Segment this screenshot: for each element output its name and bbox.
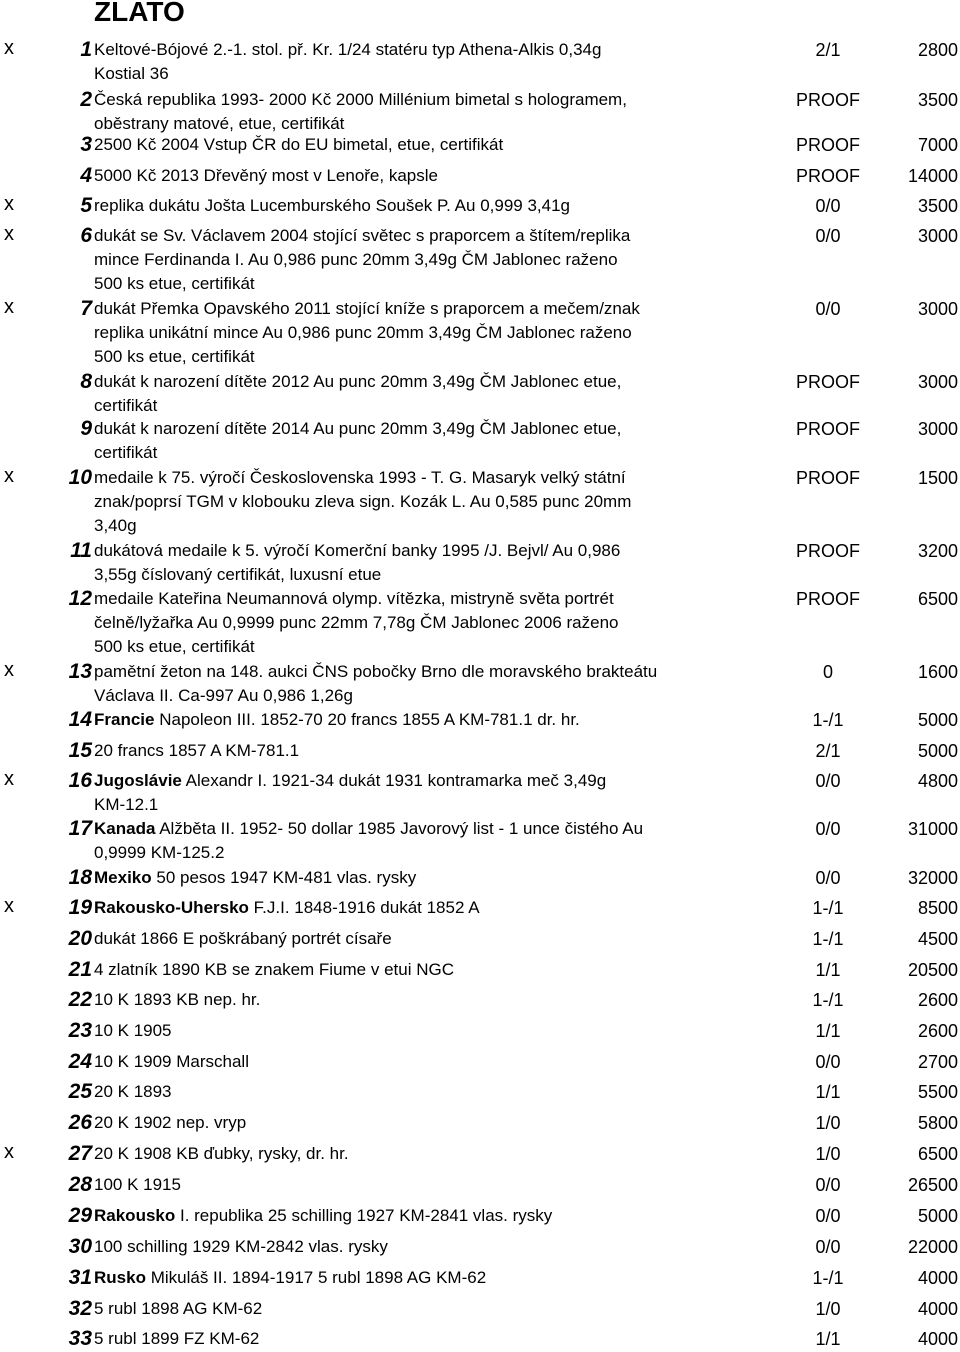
lot-mark: x: [4, 193, 14, 215]
lot-text: Alžběta II. 1952- 50 dollar 1985 Javorový list - 1 unce čistého Au 0,9999 KM-125.2: [94, 819, 644, 862]
lot-price: 5000: [917, 1206, 958, 1226]
lot-description: [94, 988, 784, 1012]
lot-grade: 1-/1: [812, 710, 844, 730]
lot-description: [94, 1080, 784, 1104]
lot-description: [94, 297, 784, 369]
lot-grade: PROOF: [795, 135, 860, 155]
lot-number: 22: [68, 988, 92, 1011]
lot-text: 2500 Kč 2004 Vstup ČR do EU bimetal, etue, certifikát: [94, 135, 504, 154]
lot-text: dukát k narození dítěte 2014 Au punc 20mm 3,49g ČM Jablonec etue, certifikát: [94, 419, 622, 462]
lot-mark: x: [4, 223, 14, 245]
lot-number: 25: [68, 1080, 92, 1103]
lot-description: [94, 38, 784, 86]
lot-number: 19: [68, 896, 92, 919]
lot-text: Mikuláš II. 1894-1917 5 rubl 1898 AG KM-62: [145, 1268, 487, 1287]
lot-text: 50 pesos 1947 KM-481 vlas. rysky: [151, 868, 417, 887]
lot-number: 9: [80, 417, 92, 440]
lot-mark: x: [4, 296, 14, 318]
lot-grade: 1-/1: [812, 990, 844, 1010]
lot-country: Jugoslávie: [94, 771, 182, 790]
lot-text: 20 K 1893: [94, 1082, 172, 1101]
lot-price: 14000: [907, 166, 958, 186]
lot-grade: 1/0: [815, 1144, 841, 1164]
lot-description: [94, 539, 784, 587]
lot-price: 3500: [917, 90, 958, 110]
lot-price: 4000: [917, 1268, 958, 1288]
lot-country: Rusko: [94, 1268, 146, 1287]
lot-price: 4000: [917, 1329, 958, 1349]
lot-description: [94, 927, 784, 951]
lot-description: [94, 708, 784, 732]
lot-grade: PROOF: [795, 90, 860, 110]
lot-grade: 1/0: [815, 1113, 841, 1133]
lot-number: 28: [68, 1173, 92, 1196]
lot-number: 26: [68, 1111, 92, 1134]
lot-number: 12: [68, 587, 92, 610]
lot-text: 20 K 1902 nep. vryp: [94, 1113, 247, 1132]
lot-description: [94, 1266, 784, 1290]
lot-price: 26500: [907, 1175, 958, 1195]
lot-number: 7: [80, 297, 92, 320]
lot-text: 5000 Kč 2013 Dřevěný most v Lenoře, kapsle: [94, 166, 438, 185]
lot-grade: PROOF: [795, 541, 860, 561]
lot-country: Francie: [94, 710, 155, 729]
lot-grade: 1/0: [815, 1299, 841, 1319]
lot-text: medaile Kateřina Neumannová olymp. vítězka, mistryně světa portrét čelně/lyžařka Au 0,9999 punc 22mm 7,78g ČM Jablonec 2006 raženo 500 ks etue, certifikát: [94, 589, 619, 656]
lot-description: [94, 466, 784, 538]
lot-price: 4800: [917, 771, 958, 791]
lot-description: [94, 1019, 784, 1043]
lot-text: I. republika 25 schilling 1927 KM-2841 vlas. rysky: [175, 1206, 553, 1225]
lot-number: 14: [68, 708, 92, 731]
lot-number: 31: [68, 1266, 92, 1289]
lot-description: [94, 1327, 784, 1351]
lot-grade: 1/1: [815, 960, 841, 980]
lot-text: 20 francs 1857 A KM-781.1: [94, 741, 300, 760]
lot-price: 3500: [917, 196, 958, 216]
lot-number: 15: [68, 739, 92, 762]
lot-number: 4: [80, 164, 92, 187]
lot-text: Alexandr I. 1921-34 dukát 1931 kontramarka meč 3,49g KM-12.1: [94, 771, 607, 814]
lot-number: 10: [68, 466, 92, 489]
lot-description: [94, 164, 784, 188]
lot-grade: PROOF: [795, 372, 860, 392]
lot-description: [94, 1297, 784, 1321]
lot-text: 10 K 1909 Marschall: [94, 1052, 249, 1071]
lot-grade: 1-/1: [812, 1268, 844, 1288]
lot-grade: 1-/1: [812, 929, 844, 949]
lot-text: 100 schilling 1929 KM-2842 vlas. rysky: [94, 1237, 388, 1256]
lot-price: 6500: [917, 589, 958, 609]
lot-grade: 0/0: [815, 868, 841, 888]
lot-text: Keltové-Bójové 2.-1. stol. př. Kr. 1/24 statéru typ Athena-Alkis 0,34g Kostial 36: [94, 40, 602, 83]
lot-mark: x: [4, 659, 14, 681]
lot-country: Mexiko: [94, 868, 152, 887]
lot-number: 24: [68, 1050, 92, 1073]
lot-price: 2800: [917, 40, 958, 60]
lot-grade: PROOF: [795, 166, 860, 186]
lot-description: [94, 1173, 784, 1197]
lot-grade: 0/0: [815, 196, 841, 216]
section-heading: ZLATO: [94, 0, 185, 27]
lot-price: 3000: [917, 299, 958, 319]
lot-text: Napoleon III. 1852-70 20 francs 1855 A KM-781.1 dr. hr.: [154, 710, 580, 729]
lot-number: 1: [80, 38, 92, 61]
lot-mark: x: [4, 1141, 14, 1163]
lot-grade: 0/0: [815, 1052, 841, 1072]
lot-number: 33: [68, 1327, 92, 1350]
lot-price: 6500: [917, 1144, 958, 1164]
lot-text: dukát k narození dítěte 2012 Au punc 20mm 3,49g ČM Jablonec etue, certifikát: [94, 372, 622, 415]
lot-description: [94, 417, 784, 465]
lot-price: 3200: [917, 541, 958, 561]
lot-text: 4 zlatník 1890 KB se znakem Fiume v etui NGC: [94, 960, 454, 979]
lot-grade: 0/0: [815, 1206, 841, 1226]
lot-number: 32: [68, 1297, 92, 1320]
lot-text: 100 K 1915: [94, 1175, 181, 1194]
lot-grade: 2/1: [815, 741, 841, 761]
lot-description: [94, 769, 784, 817]
lot-grade: 0/0: [815, 819, 841, 839]
lot-price: 5000: [917, 741, 958, 761]
lot-number: 3: [80, 133, 92, 156]
lot-description: [94, 1050, 784, 1074]
lot-price: 22000: [907, 1237, 958, 1257]
lot-description: [94, 133, 784, 157]
lot-grade: 1-/1: [812, 898, 844, 918]
lot-description: [94, 194, 784, 218]
lot-grade: 0/0: [815, 1237, 841, 1257]
lot-grade: PROOF: [795, 468, 860, 488]
lot-price: 2700: [917, 1052, 958, 1072]
lot-text: F.J.I. 1848-1916 dukát 1852 A: [248, 898, 480, 917]
lot-text: 10 K 1893 KB nep. hr.: [94, 990, 261, 1009]
lot-text: 20 K 1908 KB ďubky, rysky, dr. hr.: [94, 1144, 349, 1163]
lot-text: medaile k 75. výročí Československa 1993 - T. G. Masaryk velký státní znak/poprsí TGM v klobouku zleva sign. Kozák L. Au 0,585 punc 20mm 3,40g: [94, 468, 632, 535]
lot-number: 6: [80, 224, 92, 247]
lot-number: 2: [80, 88, 92, 111]
lot-country: Kanada: [94, 819, 156, 838]
lot-number: 23: [68, 1019, 92, 1042]
lot-text: 10 K 1905: [94, 1021, 172, 1040]
lot-grade: 0/0: [815, 771, 841, 791]
lot-number: 11: [70, 539, 92, 562]
lot-description: [94, 224, 784, 296]
lot-description: [94, 817, 784, 865]
lot-number: 8: [80, 370, 92, 393]
lot-price: 5800: [917, 1113, 958, 1133]
lot-country: Rakousko: [94, 1206, 176, 1225]
lot-description: [94, 866, 784, 890]
lot-grade: 2/1: [815, 40, 841, 60]
lot-description: [94, 1235, 784, 1259]
lot-description: [94, 958, 784, 982]
lot-number: 21: [68, 958, 92, 981]
lot-price: 7000: [917, 135, 958, 155]
lot-text: dukát 1866 E poškrábaný portrét císaře: [94, 929, 392, 948]
lot-mark: x: [4, 465, 14, 487]
lot-number: 17: [68, 817, 92, 840]
lot-mark: x: [4, 768, 14, 790]
lot-grade: 0: [822, 662, 833, 682]
lot-text: 5 rubl 1898 AG KM-62: [94, 1299, 263, 1318]
lot-text: dukátová medaile k 5. výročí Komerční banky 1995 /J. Bejvl/ Au 0,986 3,55g číslovaný certifikát, luxusní etue: [94, 541, 621, 584]
lot-text: 5 rubl 1899 FZ KM-62: [94, 1329, 260, 1348]
lot-price: 1600: [917, 662, 958, 682]
lot-price: 5500: [917, 1082, 958, 1102]
lot-text: dukát se Sv. Václavem 2004 stojící světec s praporcem a štítem/replika mince Ferdinanda I. Au 0,986 punc 20mm 3,49g ČM Jablonec raženo 500 ks etue, certifikát: [94, 226, 631, 293]
lot-number: 16: [68, 769, 92, 792]
lot-grade: 0/0: [815, 226, 841, 246]
lot-text: Česká republika 1993- 2000 Kč 2000 Millénium bimetal s hologramem, oběstrany matové, etue, certifikát: [94, 90, 627, 133]
lot-grade: PROOF: [795, 589, 860, 609]
lot-grade: PROOF: [795, 419, 860, 439]
lot-grade: 0/0: [815, 299, 841, 319]
lot-description: [94, 739, 784, 763]
lot-number: 13: [68, 660, 92, 683]
lot-description: [94, 587, 784, 659]
lot-grade: 0/0: [815, 1175, 841, 1195]
lot-number: 29: [68, 1204, 92, 1227]
lot-country: Rakousko-Uhersko: [94, 898, 249, 917]
lot-grade: 1/1: [815, 1021, 841, 1041]
lot-description: [94, 1204, 784, 1228]
lot-price: 2600: [917, 990, 958, 1010]
lot-price: 2600: [917, 1021, 958, 1041]
lot-text: pamětní žeton na 148. aukci ČNS pobočky Brno dle moravského brakteátu Václava II. Ca-997 Au 0,986 1,26g: [94, 662, 658, 705]
lot-grade: 1/1: [815, 1329, 841, 1349]
lot-description: [94, 660, 784, 708]
lot-price: 3000: [917, 226, 958, 246]
lot-mark: x: [4, 895, 14, 917]
lot-description: [94, 370, 784, 418]
lot-mark: x: [4, 37, 14, 59]
lot-description: [94, 1142, 784, 1166]
lot-text: dukát Přemka Opavského 2011 stojící kníže s praporcem a mečem/znak replika unikátní mince Au 0,986 punc 20mm 3,49g ČM Jablonec raženo 500 ks etue, certifikát: [94, 299, 640, 366]
lot-number: 30: [68, 1235, 92, 1258]
lot-price: 8500: [917, 898, 958, 918]
lot-price: 32000: [907, 868, 958, 888]
lot-number: 27: [68, 1142, 92, 1165]
lot-text: replika dukátu Jošta Lucemburského Soušek P. Au 0,999 3,41g: [94, 196, 571, 215]
lot-grade: 1/1: [815, 1082, 841, 1102]
lot-price: 20500: [907, 960, 958, 980]
lot-price: 4000: [917, 1299, 958, 1319]
lot-price: 3000: [917, 419, 958, 439]
lot-price: 31000: [907, 819, 958, 839]
lot-price: 4500: [917, 929, 958, 949]
lot-number: 5: [80, 194, 92, 217]
lot-number: 20: [68, 927, 92, 950]
lot-price: 1500: [917, 468, 958, 488]
lot-description: [94, 896, 784, 920]
lot-price: 3000: [917, 372, 958, 392]
lot-price: 5000: [917, 710, 958, 730]
lot-description: [94, 1111, 784, 1135]
lot-description: [94, 88, 784, 136]
lot-number: 18: [68, 866, 92, 889]
